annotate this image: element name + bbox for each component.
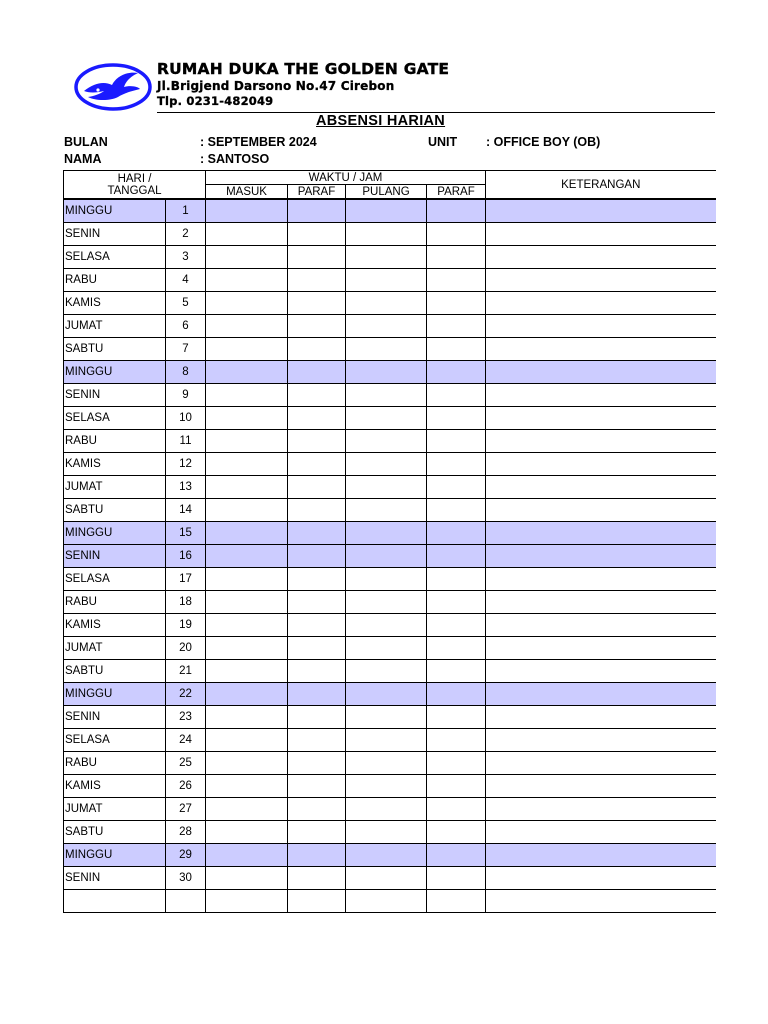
- sign-in-cell[interactable]: [288, 867, 346, 890]
- table-row: [64, 844, 716, 867]
- time-in-cell[interactable]: [206, 545, 288, 568]
- header-sign-in: PARAF: [288, 185, 346, 200]
- notes-cell[interactable]: [486, 798, 716, 821]
- date-cell: 13: [166, 476, 206, 499]
- notes-cell[interactable]: [486, 821, 716, 844]
- notes-cell[interactable]: [486, 453, 716, 476]
- sign-in-cell[interactable]: [288, 729, 346, 752]
- time-out-cell[interactable]: [346, 821, 427, 844]
- time-in-cell[interactable]: [206, 246, 288, 269]
- sign-in-cell[interactable]: [288, 545, 346, 568]
- time-out-cell[interactable]: [346, 246, 427, 269]
- sign-in-cell[interactable]: [288, 798, 346, 821]
- time-out-cell[interactable]: [346, 752, 427, 775]
- sign-out-cell[interactable]: [427, 660, 486, 683]
- company-address: Jl.Brigjend Darsono No.47 Cirebon: [157, 79, 395, 93]
- sign-out-cell[interactable]: [427, 199, 486, 223]
- date-cell: 1: [166, 199, 206, 223]
- sign-out-cell[interactable]: [427, 269, 486, 292]
- sign-out-cell[interactable]: [427, 292, 486, 315]
- day-cell: SENIN: [64, 545, 166, 568]
- sign-in-cell[interactable]: [288, 890, 346, 913]
- date-cell: 19: [166, 614, 206, 637]
- time-out-cell[interactable]: [346, 614, 427, 637]
- day-cell: JUMAT: [64, 637, 166, 660]
- time-in-cell[interactable]: [206, 821, 288, 844]
- sign-out-cell[interactable]: [427, 453, 486, 476]
- time-in-cell[interactable]: [206, 292, 288, 315]
- table-row: [64, 430, 716, 453]
- notes-cell[interactable]: [486, 315, 716, 338]
- sign-out-cell[interactable]: [427, 315, 486, 338]
- table-row: [64, 706, 716, 729]
- date-cell: 22: [166, 683, 206, 706]
- date-cell: 8: [166, 361, 206, 384]
- date-cell: 2: [166, 223, 206, 246]
- day-cell: SABTU: [64, 338, 166, 361]
- date-cell: 18: [166, 591, 206, 614]
- date-cell: 23: [166, 706, 206, 729]
- table-row: [64, 292, 716, 315]
- notes-cell[interactable]: [486, 199, 716, 223]
- table-row: [64, 867, 716, 890]
- day-cell: SENIN: [64, 223, 166, 246]
- time-in-cell[interactable]: [206, 522, 288, 545]
- day-cell: RABU: [64, 269, 166, 292]
- table-row: [64, 660, 716, 683]
- day-cell: SELASA: [64, 729, 166, 752]
- date-cell: 15: [166, 522, 206, 545]
- month-label: BULAN: [64, 135, 108, 149]
- sign-out-cell[interactable]: [427, 867, 486, 890]
- dove-logo-icon: [74, 63, 152, 111]
- notes-cell[interactable]: [486, 591, 716, 614]
- time-out-cell[interactable]: [346, 384, 427, 407]
- sign-out-cell[interactable]: [427, 729, 486, 752]
- company-name: RUMAH DUKA THE GOLDEN GATE: [157, 60, 450, 78]
- day-cell: JUMAT: [64, 798, 166, 821]
- time-in-cell[interactable]: [206, 407, 288, 430]
- time-in-cell[interactable]: [206, 384, 288, 407]
- sign-out-cell[interactable]: [427, 614, 486, 637]
- sign-in-cell[interactable]: [288, 430, 346, 453]
- date-cell: 12: [166, 453, 206, 476]
- date-cell: 26: [166, 775, 206, 798]
- date-cell: 29: [166, 844, 206, 867]
- notes-cell[interactable]: [486, 706, 716, 729]
- sign-in-cell[interactable]: [288, 568, 346, 591]
- header-out: PULANG: [346, 185, 427, 200]
- name-value: : SANTOSO: [200, 152, 270, 166]
- date-cell: 24: [166, 729, 206, 752]
- day-cell: RABU: [64, 430, 166, 453]
- time-in-cell[interactable]: [206, 867, 288, 890]
- day-cell: SELASA: [64, 407, 166, 430]
- time-out-cell[interactable]: [346, 867, 427, 890]
- day-cell: SABTU: [64, 660, 166, 683]
- month-value: : SEPTEMBER 2024: [200, 135, 317, 149]
- date-cell: 9: [166, 384, 206, 407]
- notes-cell[interactable]: [486, 269, 716, 292]
- day-cell: MINGGU: [64, 844, 166, 867]
- date-cell: 30: [166, 867, 206, 890]
- time-out-cell[interactable]: [346, 729, 427, 752]
- day-cell: KAMIS: [64, 614, 166, 637]
- notes-cell[interactable]: [486, 545, 716, 568]
- day-cell: SENIN: [64, 384, 166, 407]
- sign-in-cell[interactable]: [288, 223, 346, 246]
- header-sign-out: PARAF: [427, 185, 486, 200]
- sign-in-cell[interactable]: [288, 752, 346, 775]
- table-row: [64, 821, 716, 844]
- notes-cell[interactable]: [486, 246, 716, 269]
- time-out-cell[interactable]: [346, 269, 427, 292]
- notes-cell[interactable]: [486, 637, 716, 660]
- time-out-cell[interactable]: [346, 453, 427, 476]
- time-out-cell[interactable]: [346, 890, 427, 913]
- day-cell: SABTU: [64, 821, 166, 844]
- time-in-cell[interactable]: [206, 499, 288, 522]
- day-cell: KAMIS: [64, 453, 166, 476]
- date-cell: 14: [166, 499, 206, 522]
- notes-cell[interactable]: [486, 867, 716, 890]
- date-cell: 3: [166, 246, 206, 269]
- time-in-cell[interactable]: [206, 890, 288, 913]
- sign-in-cell[interactable]: [288, 338, 346, 361]
- time-out-cell[interactable]: [346, 361, 427, 384]
- sign-in-cell[interactable]: [288, 361, 346, 384]
- time-in-cell[interactable]: [206, 729, 288, 752]
- day-cell: SELASA: [64, 246, 166, 269]
- table-row: [64, 614, 716, 637]
- date-cell: 27: [166, 798, 206, 821]
- header-day-date: [64, 171, 206, 200]
- date-cell: 6: [166, 315, 206, 338]
- time-out-cell[interactable]: [346, 407, 427, 430]
- table-row: [64, 752, 716, 775]
- notes-cell[interactable]: [486, 568, 716, 591]
- day-cell: KAMIS: [64, 292, 166, 315]
- day-cell: SELASA: [64, 568, 166, 591]
- sign-in-cell[interactable]: [288, 476, 346, 499]
- company-phone: Tlp. 0231-482049: [157, 94, 274, 108]
- notes-cell[interactable]: [486, 223, 716, 246]
- sign-out-cell[interactable]: [427, 591, 486, 614]
- sign-out-cell[interactable]: [427, 890, 486, 913]
- day-cell: JUMAT: [64, 315, 166, 338]
- time-in-cell[interactable]: [206, 798, 288, 821]
- time-out-cell[interactable]: [346, 315, 427, 338]
- table-row: [64, 315, 716, 338]
- sign-in-cell[interactable]: [288, 315, 346, 338]
- time-in-cell[interactable]: [206, 660, 288, 683]
- sign-out-cell[interactable]: [427, 476, 486, 499]
- table-row: [64, 453, 716, 476]
- notes-cell[interactable]: [486, 775, 716, 798]
- sign-in-cell[interactable]: [288, 821, 346, 844]
- time-in-cell[interactable]: [206, 315, 288, 338]
- sign-out-cell[interactable]: [427, 568, 486, 591]
- day-cell: JUMAT: [64, 476, 166, 499]
- notes-cell[interactable]: [486, 361, 716, 384]
- sign-in-cell[interactable]: [288, 384, 346, 407]
- day-cell: MINGGU: [64, 522, 166, 545]
- table-row: [64, 223, 716, 246]
- table-row: [64, 729, 716, 752]
- table-header-row: [64, 171, 716, 185]
- sign-out-cell[interactable]: [427, 844, 486, 867]
- sign-in-cell[interactable]: [288, 269, 346, 292]
- time-out-cell[interactable]: [346, 476, 427, 499]
- date-cell: 25: [166, 752, 206, 775]
- date-cell: 20: [166, 637, 206, 660]
- date-cell: 11: [166, 430, 206, 453]
- time-out-cell[interactable]: [346, 430, 427, 453]
- table-row: [64, 591, 716, 614]
- table-row: [64, 890, 716, 913]
- time-in-cell[interactable]: [206, 568, 288, 591]
- sign-out-cell[interactable]: [427, 522, 486, 545]
- day-cell: MINGGU: [64, 683, 166, 706]
- sign-in-cell[interactable]: [288, 706, 346, 729]
- time-out-cell[interactable]: [346, 775, 427, 798]
- table-row: [64, 522, 716, 545]
- notes-cell[interactable]: [486, 752, 716, 775]
- sign-in-cell[interactable]: [288, 614, 346, 637]
- time-in-cell[interactable]: [206, 752, 288, 775]
- date-cell: 21: [166, 660, 206, 683]
- date-cell: 28: [166, 821, 206, 844]
- date-cell: 17: [166, 568, 206, 591]
- document-title: ABSENSI HARIAN: [316, 113, 446, 129]
- time-out-cell[interactable]: [346, 223, 427, 246]
- attendance-table: [63, 170, 716, 913]
- time-in-cell[interactable]: [206, 361, 288, 384]
- notes-cell[interactable]: [486, 729, 716, 752]
- sign-out-cell[interactable]: [427, 752, 486, 775]
- time-out-cell[interactable]: [346, 499, 427, 522]
- notes-cell[interactable]: [486, 430, 716, 453]
- header-time-group: WAKTU / JAM: [206, 171, 486, 185]
- table-row: [64, 499, 716, 522]
- sign-in-cell[interactable]: [288, 199, 346, 223]
- sign-out-cell[interactable]: [427, 821, 486, 844]
- sign-in-cell[interactable]: [288, 292, 346, 315]
- table-row: [64, 775, 716, 798]
- time-in-cell[interactable]: [206, 775, 288, 798]
- day-cell: SENIN: [64, 867, 166, 890]
- time-in-cell[interactable]: [206, 453, 288, 476]
- time-out-cell[interactable]: [346, 683, 427, 706]
- time-in-cell[interactable]: [206, 223, 288, 246]
- time-out-cell[interactable]: [346, 338, 427, 361]
- notes-cell[interactable]: [486, 890, 716, 913]
- sign-in-cell[interactable]: [288, 775, 346, 798]
- date-cell: 5: [166, 292, 206, 315]
- name-label: NAMA: [64, 152, 102, 166]
- day-cell: MINGGU: [64, 199, 166, 223]
- header-in: MASUK: [206, 185, 288, 200]
- sign-out-cell[interactable]: [427, 338, 486, 361]
- sign-in-cell[interactable]: [288, 522, 346, 545]
- sign-out-cell[interactable]: [427, 361, 486, 384]
- day-cell: [64, 890, 166, 913]
- date-cell: 16: [166, 545, 206, 568]
- sign-out-cell[interactable]: [427, 545, 486, 568]
- sign-out-cell[interactable]: [427, 683, 486, 706]
- time-in-cell[interactable]: [206, 706, 288, 729]
- day-cell: SENIN: [64, 706, 166, 729]
- sign-in-cell[interactable]: [288, 407, 346, 430]
- notes-cell[interactable]: [486, 338, 716, 361]
- time-in-cell[interactable]: [206, 430, 288, 453]
- sign-out-cell[interactable]: [427, 798, 486, 821]
- time-in-cell[interactable]: [206, 591, 288, 614]
- table-row: [64, 683, 716, 706]
- table-row: [64, 545, 716, 568]
- time-out-cell[interactable]: [346, 591, 427, 614]
- date-cell: 4: [166, 269, 206, 292]
- notes-cell[interactable]: [486, 844, 716, 867]
- date-cell: 10: [166, 407, 206, 430]
- time-in-cell[interactable]: [206, 637, 288, 660]
- sign-out-cell[interactable]: [427, 499, 486, 522]
- table-row: [64, 568, 716, 591]
- notes-cell[interactable]: [486, 614, 716, 637]
- time-out-cell[interactable]: [346, 706, 427, 729]
- time-in-cell[interactable]: [206, 614, 288, 637]
- day-cell: MINGGU: [64, 361, 166, 384]
- table-row: [64, 269, 716, 292]
- time-out-cell[interactable]: [346, 660, 427, 683]
- notes-cell[interactable]: [486, 292, 716, 315]
- sign-out-cell[interactable]: [427, 407, 486, 430]
- sign-out-cell[interactable]: [427, 223, 486, 246]
- time-in-cell[interactable]: [206, 269, 288, 292]
- notes-cell[interactable]: [486, 476, 716, 499]
- notes-cell[interactable]: [486, 384, 716, 407]
- time-out-cell[interactable]: [346, 568, 427, 591]
- time-out-cell[interactable]: [346, 844, 427, 867]
- sign-in-cell[interactable]: [288, 844, 346, 867]
- sign-out-cell[interactable]: [427, 384, 486, 407]
- unit-label: UNIT: [428, 135, 458, 149]
- time-in-cell[interactable]: [206, 683, 288, 706]
- time-in-cell[interactable]: [206, 844, 288, 867]
- sign-in-cell[interactable]: [288, 453, 346, 476]
- table-row: [64, 798, 716, 821]
- table-row: [64, 637, 716, 660]
- time-out-cell[interactable]: [346, 545, 427, 568]
- sign-in-cell[interactable]: [288, 499, 346, 522]
- date-cell: [166, 890, 206, 913]
- sign-out-cell[interactable]: [427, 706, 486, 729]
- header-day-label: HARI /: [117, 172, 152, 185]
- sign-out-cell[interactable]: [427, 430, 486, 453]
- table-row: [64, 407, 716, 430]
- day-cell: SABTU: [64, 499, 166, 522]
- date-cell: 7: [166, 338, 206, 361]
- header-notes: KETERANGAN: [486, 171, 716, 200]
- sign-out-cell[interactable]: [427, 246, 486, 269]
- table-row: [64, 199, 716, 223]
- time-in-cell[interactable]: [206, 338, 288, 361]
- table-row: [64, 476, 716, 499]
- unit-value: : OFFICE BOY (OB): [486, 135, 601, 149]
- header-date-label: TANGGAL: [107, 184, 162, 197]
- sign-in-cell[interactable]: [288, 246, 346, 269]
- notes-cell[interactable]: [486, 660, 716, 683]
- time-in-cell[interactable]: [206, 476, 288, 499]
- time-out-cell[interactable]: [346, 199, 427, 223]
- sign-in-cell[interactable]: [288, 591, 346, 614]
- sign-out-cell[interactable]: [427, 637, 486, 660]
- sign-in-cell[interactable]: [288, 637, 346, 660]
- day-cell: RABU: [64, 591, 166, 614]
- sign-out-cell[interactable]: [427, 775, 486, 798]
- table-row: [64, 246, 716, 269]
- notes-cell[interactable]: [486, 683, 716, 706]
- time-out-cell[interactable]: [346, 637, 427, 660]
- notes-cell[interactable]: [486, 499, 716, 522]
- table-row: [64, 361, 716, 384]
- sign-in-cell[interactable]: [288, 683, 346, 706]
- time-out-cell[interactable]: [346, 522, 427, 545]
- time-in-cell[interactable]: [206, 199, 288, 223]
- day-cell: RABU: [64, 752, 166, 775]
- table-row: [64, 338, 716, 361]
- sign-in-cell[interactable]: [288, 660, 346, 683]
- table-row: [64, 384, 716, 407]
- time-out-cell[interactable]: [346, 798, 427, 821]
- notes-cell[interactable]: [486, 522, 716, 545]
- day-cell: KAMIS: [64, 775, 166, 798]
- time-out-cell[interactable]: [346, 292, 427, 315]
- notes-cell[interactable]: [486, 407, 716, 430]
